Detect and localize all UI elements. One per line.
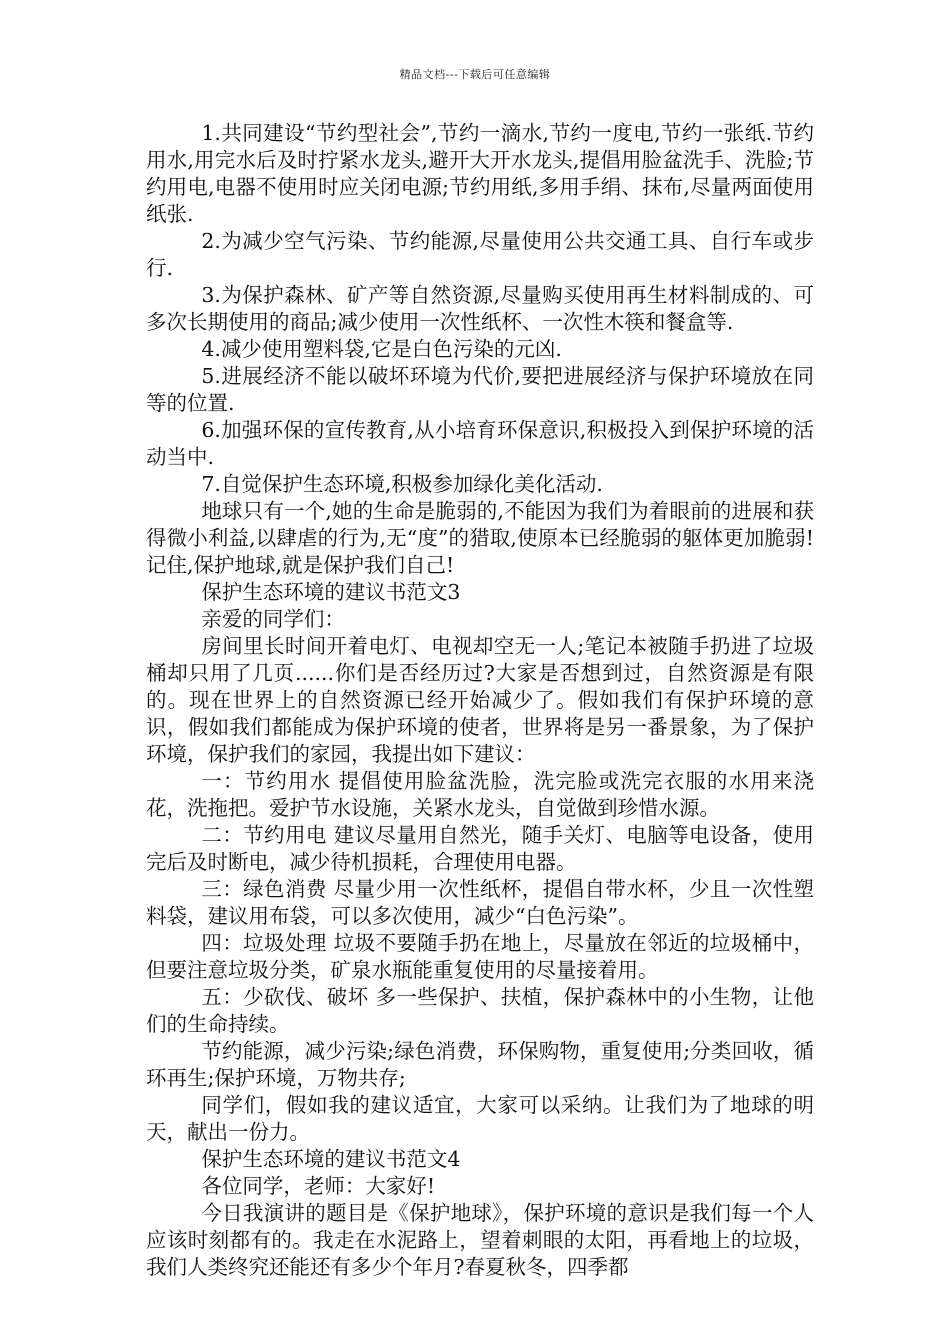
section-title-4: 保护生态环境的建议书范文4 — [201, 1147, 461, 1171]
paragraph-10: 一：节约用水 提倡使用脸盆洗脸，洗完脸或洗完衣服的水用来浇花，洗拖把。爱护节水设施，关紧水龙头，自觉做到珍惜水源。 — [146, 769, 814, 820]
paragraph-3: 3.为保护森林、矿产等自然资源,尽量购买使用再生材料制成的、可多次长期使用的商品;减少使用一次性纸杯、一次性木筷和餐盒等. — [146, 283, 814, 334]
paragraph-5: 5.进展经济不能以破坏环境为代价,要把进展经济与保护环境放在同等的位置. — [146, 364, 814, 415]
page-header: 精品文档---下载后可任意编辑 — [399, 68, 551, 81]
paragraph-12: 三：绿色消费 尽量少用一次性纸杯，提倡自带水杯，少且一次性塑料袋，建议用布袋，可以多次使用，减少“白色污染”。 — [146, 877, 814, 928]
paragraph-7: 7.自觉保护生态环境,积极参加绿化美化活动. — [201, 472, 603, 496]
paragraph-15: 节约能源，减少污染;绿色消费，环保购物，重复使用;分类回收，循环再生;保护环境，万物共存; — [146, 1039, 814, 1090]
paragraph-6: 6.加强环保的宣传教育,从小培育环保意识,积极投入到保护环境的活动当中. — [146, 418, 814, 469]
document-body — [146, 120, 814, 1281]
section-title-3: 保护生态环境的建议书范文3 — [201, 580, 461, 604]
paragraph-1: 1.共同建设“节约型社会”,节约一滴水,节约一度电,节约一张纸.节约用水,用完水后及时拧紧水龙头,避开大开水龙头,提倡用脸盆洗手、洗脸;节约用电,电器不使用时应关闭电源;节约用纸,多用手绢、抹布,尽量两面使用纸张. — [146, 121, 814, 226]
paragraph-11: 二：节约用电 建议尽量用自然光，随手关灯、电脑等电设备，使用完后及时断电，减少待机损耗，合理使用电器。 — [146, 823, 814, 874]
paragraph-17: 今日我演讲的题目是《保护地球》，保护环境的意识是我们每一个人应该时刻都有的。我走在水泥路上，望着刺眼的太阳，再看地上的垃圾，我们人类终究还能还有多少个年月?春夏秋冬，四季都 — [146, 1201, 814, 1279]
paragraph-13: 四：垃圾处理 垃圾不要随手扔在地上，尽量放在邻近的垃圾桶中，但要注意垃圾分类，矿泉水瓶能重复使用的尽量接着用。 — [146, 931, 814, 982]
salutation-3: 亲爱的同学们： — [201, 607, 345, 631]
salutation-4: 各位同学，老师：大家好! — [201, 1174, 436, 1198]
paragraph-16: 同学们，假如我的建议适宜，大家可以采纳。让我们为了地球的明天，献出一份力。 — [146, 1093, 814, 1144]
paragraph-2: 2.为减少空气污染、节约能源,尽量使用公共交通工具、自行车或步行. — [146, 229, 814, 280]
paragraph-14: 五：少砍伐、破坏 多一些保护、扶植，保护森林中的小生物，让他们的生命持续。 — [146, 985, 814, 1036]
paragraph-9: 房间里长时间开着电灯、电视却空无一人;笔记本被随手扔进了垃圾桶却只用了几页......你们是否经历过?大家是否想到过，自然资源是有限的。现在世界上的自然资源已经开始减少了。假如我们有保护环境的意识，假如我们都能成为保护环境的使者，世界将是另一番景象，为了保护环境，保护我们的家园，我提出如下建议： — [146, 634, 814, 766]
paragraph-4: 4.减少使用塑料袋,它是白色污染的元凶. — [201, 337, 562, 361]
paragraph-8: 地球只有一个,她的生命是脆弱的,不能因为我们为着眼前的进展和获得微小利益,以肆虐的行为,无“度”的猎取,使原本已经脆弱的躯体更加脆弱!记住,保护地球,就是保护我们自己! — [146, 499, 814, 577]
